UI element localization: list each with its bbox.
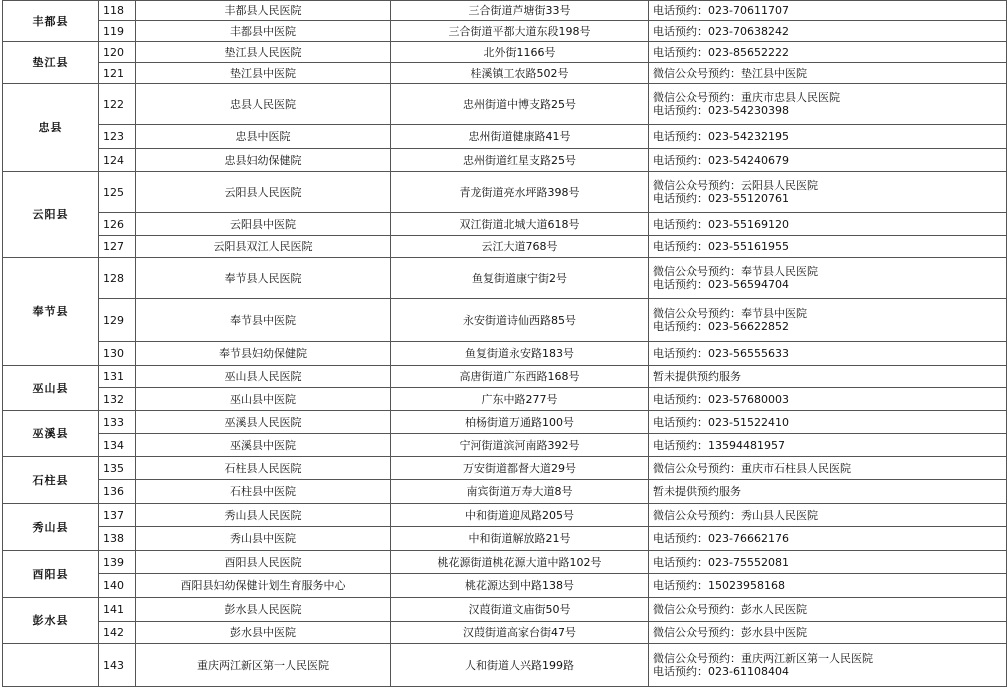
appointment-line: 电话预约：023-56622852 [653, 320, 789, 333]
address-cell: 三合街道平都大道东段198号 [391, 21, 649, 42]
address-cell: 宁河街道滨河南路392号 [391, 434, 649, 457]
row-number-cell: 124 [99, 149, 136, 172]
hospital-name-cell: 垫江县中医院 [136, 63, 391, 84]
row-number-cell: 138 [99, 527, 136, 551]
district-cell: 石柱县 [3, 457, 99, 504]
hospital-name-cell: 奉节县人民医院 [136, 258, 391, 299]
address-cell: 广东中路277号 [391, 388, 649, 411]
district-cell: 垫江县 [3, 42, 99, 84]
table-row [3, 21, 1007, 42]
hospital-name-cell: 巫山县人民医院 [136, 366, 391, 388]
hospital-name-cell: 忠县中医院 [136, 125, 391, 149]
appointment-line: 电话预约：13594481957 [653, 438, 785, 452]
hospital-name-cell: 丰都县中医院 [136, 21, 391, 42]
hospital-name-cell: 酉阳县妇幼保健计划生育服务中心 [136, 574, 391, 598]
address-cell: 汉葭街道文庙街50号 [391, 598, 649, 622]
hospital-table-body [3, 1, 1007, 687]
row-number-cell: 134 [99, 434, 136, 457]
table-row [3, 527, 1007, 551]
district-cell: 巫溪县 [3, 411, 99, 457]
table-row [3, 388, 1007, 411]
appointment-cell [649, 84, 1007, 125]
hospital-name-cell: 巫溪县中医院 [136, 434, 391, 457]
row-number-cell: 132 [99, 388, 136, 411]
address-cell: 永安街道诗仙西路85号 [391, 299, 649, 342]
appointment-cell [649, 527, 1007, 551]
hospital-name-cell: 酉阳县人民医院 [136, 551, 391, 574]
appointment-cell [649, 457, 1007, 480]
table-row [3, 63, 1007, 84]
hospital-name-cell: 秀山县人民医院 [136, 504, 391, 527]
appointment-line: 电话预约：023-54232195 [653, 130, 789, 143]
address-cell: 三合街道芦塘街33号 [391, 1, 649, 21]
district-cell: 忠县 [3, 84, 99, 172]
row-number-cell: 123 [99, 125, 136, 149]
row-number-cell: 139 [99, 551, 136, 574]
hospital-name-cell: 云阳县双江人民医院 [136, 236, 391, 258]
appointment-line: 暂未提供预约服务 [653, 370, 741, 383]
address-cell: 青龙街道亮水坪路398号 [391, 172, 649, 213]
row-number-cell: 143 [99, 644, 136, 687]
row-number-cell: 136 [99, 480, 136, 504]
address-cell: 双江街道北城大道618号 [391, 213, 649, 236]
table-row [3, 434, 1007, 457]
appointment-cell [649, 622, 1007, 644]
address-cell: 鱼复街道康宁街2号 [391, 258, 649, 299]
row-number-cell: 140 [99, 574, 136, 598]
appointment-cell [649, 411, 1007, 434]
hospital-name-cell: 石柱县中医院 [136, 480, 391, 504]
appointment-cell [649, 644, 1007, 687]
row-number-cell: 135 [99, 457, 136, 480]
table-row [3, 644, 1007, 687]
appointment-cell [649, 504, 1007, 527]
appointment-cell [649, 21, 1007, 42]
appointment-line: 电话预约：023-70638242 [653, 24, 789, 38]
table-row [3, 236, 1007, 258]
hospital-name-cell: 秀山县中医院 [136, 527, 391, 551]
appointment-line: 微信公众号预约：奉节县中医院 [653, 307, 807, 320]
address-cell: 云江大道768号 [391, 236, 649, 258]
appointment-line: 电话预约：023-85652222 [653, 45, 789, 59]
row-number-cell: 120 [99, 42, 136, 63]
address-cell: 桃花源达到中路138号 [391, 574, 649, 598]
hospital-name-cell: 巫山县中医院 [136, 388, 391, 411]
hospital-name-cell: 彭水县人民医院 [136, 598, 391, 622]
appointment-line: 电话预约：15023958168 [653, 579, 785, 592]
appointment-line: 微信公众号预约：彭水人民医院 [653, 603, 807, 616]
row-number-cell: 133 [99, 411, 136, 434]
appointment-cell [649, 388, 1007, 411]
row-number-cell: 119 [99, 21, 136, 42]
appointment-cell [649, 63, 1007, 84]
district-cell: 丰都县 [3, 1, 99, 42]
appointment-line: 微信公众号预约：垫江县中医院 [653, 66, 807, 80]
table-row [3, 258, 1007, 299]
appointment-line: 电话预约：023-76662176 [653, 532, 789, 545]
table-row [3, 213, 1007, 236]
address-cell: 柏杨街道万通路100号 [391, 411, 649, 434]
row-number-cell: 118 [99, 1, 136, 21]
appointment-line: 微信公众号预约：彭水县中医院 [653, 626, 807, 639]
appointment-line: 电话预约：023-55120761 [653, 192, 789, 205]
table-row [3, 480, 1007, 504]
hospital-table [2, 0, 1007, 687]
table-row [3, 149, 1007, 172]
row-number-cell: 137 [99, 504, 136, 527]
appointment-cell [649, 480, 1007, 504]
appointment-cell [649, 366, 1007, 388]
appointment-line: 微信公众号预约：重庆两江新区第一人民医院 [653, 652, 873, 665]
hospital-name-cell: 垫江县人民医院 [136, 42, 391, 63]
appointment-cell [649, 434, 1007, 457]
appointment-cell [649, 213, 1007, 236]
appointment-line: 微信公众号预约：重庆市石柱县人民医院 [653, 461, 851, 475]
address-cell: 桃花源街道桃花源大道中路102号 [391, 551, 649, 574]
hospital-name-cell: 彭水县中医院 [136, 622, 391, 644]
address-cell: 高唐街道广东西路168号 [391, 366, 649, 388]
row-number-cell: 125 [99, 172, 136, 213]
appointment-line: 暂未提供预约服务 [653, 485, 741, 498]
appointment-cell [649, 149, 1007, 172]
row-number-cell: 121 [99, 63, 136, 84]
district-cell: 巫山县 [3, 366, 99, 411]
address-cell: 鱼复街道永安路183号 [391, 342, 649, 366]
address-cell: 中和街道解放路21号 [391, 527, 649, 551]
hospital-name-cell: 奉节县中医院 [136, 299, 391, 342]
hospital-name-cell: 云阳县人民医院 [136, 172, 391, 213]
row-number-cell: 142 [99, 622, 136, 644]
table-row [3, 172, 1007, 213]
appointment-line: 电话预约：023-54240679 [653, 153, 789, 167]
hospital-name-cell: 忠县妇幼保健院 [136, 149, 391, 172]
address-cell: 桂溪镇工农路502号 [391, 63, 649, 84]
table-row [3, 125, 1007, 149]
hospital-name-cell: 丰都县人民医院 [136, 1, 391, 21]
table-row [3, 622, 1007, 644]
address-cell: 忠州街道中博支路25号 [391, 84, 649, 125]
hospital-name-cell: 重庆两江新区第一人民医院 [136, 644, 391, 687]
address-cell: 忠州街道红星支路25号 [391, 149, 649, 172]
row-number-cell: 122 [99, 84, 136, 125]
hospital-name-cell: 忠县人民医院 [136, 84, 391, 125]
district-cell: 彭水县 [3, 598, 99, 644]
hospital-name-cell: 巫溪县人民医院 [136, 411, 391, 434]
table-row [3, 457, 1007, 480]
district-cell: 奉节县 [3, 258, 99, 366]
hospital-name-cell: 奉节县妇幼保健院 [136, 342, 391, 366]
district-cell: 酉阳县 [3, 551, 99, 598]
table-row [3, 574, 1007, 598]
address-cell: 南宾街道万寿大道8号 [391, 480, 649, 504]
address-cell: 汉葭街道高家台街47号 [391, 622, 649, 644]
appointment-line: 电话预约：023-70611707 [653, 4, 789, 17]
appointment-cell [649, 1, 1007, 21]
row-number-cell: 129 [99, 299, 136, 342]
table-row [3, 299, 1007, 342]
district-cell: 云阳县 [3, 172, 99, 258]
appointment-cell [649, 258, 1007, 299]
appointment-cell [649, 172, 1007, 213]
appointment-line: 电话预约：023-56555633 [653, 347, 789, 360]
table-row [3, 1, 1007, 21]
appointment-cell [649, 42, 1007, 63]
appointment-line: 电话预约：023-55169120 [653, 217, 789, 231]
appointment-line: 微信公众号预约：秀山县人民医院 [653, 508, 818, 522]
table-row [3, 84, 1007, 125]
appointment-line: 微信公众号预约：云阳县人民医院 [653, 179, 818, 192]
appointment-line: 电话预约：023-75552081 [653, 555, 789, 569]
table-row [3, 366, 1007, 388]
appointment-line: 电话预约：023-51522410 [653, 415, 789, 429]
row-number-cell: 127 [99, 236, 136, 258]
appointment-cell [649, 236, 1007, 258]
appointment-cell [649, 551, 1007, 574]
table-row [3, 411, 1007, 434]
row-number-cell: 130 [99, 342, 136, 366]
row-number-cell: 131 [99, 366, 136, 388]
appointment-cell [649, 598, 1007, 622]
appointment-line: 电话预约：023-54230398 [653, 104, 789, 117]
table-row [3, 598, 1007, 622]
appointment-line: 电话预约：023-56594704 [653, 278, 789, 291]
hospital-name-cell: 石柱县人民医院 [136, 457, 391, 480]
appointment-line: 电话预约：023-61108404 [653, 665, 789, 678]
appointment-line: 微信公众号预约：奉节县人民医院 [653, 265, 818, 278]
table-row [3, 342, 1007, 366]
appointment-line: 电话预约：023-55161955 [653, 240, 789, 253]
appointment-cell [649, 574, 1007, 598]
address-cell: 中和街道迎凤路205号 [391, 504, 649, 527]
district-cell [3, 644, 99, 687]
appointment-cell [649, 125, 1007, 149]
address-cell: 万安街道都督大道29号 [391, 457, 649, 480]
appointment-cell [649, 299, 1007, 342]
table-row [3, 42, 1007, 63]
row-number-cell: 141 [99, 598, 136, 622]
appointment-line: 电话预约：023-57680003 [653, 392, 789, 406]
hospital-name-cell: 云阳县中医院 [136, 213, 391, 236]
table-row [3, 504, 1007, 527]
address-cell: 北外街1166号 [391, 42, 649, 63]
table-row [3, 551, 1007, 574]
appointment-cell [649, 342, 1007, 366]
row-number-cell: 126 [99, 213, 136, 236]
address-cell: 人和街道人兴路199路 [391, 644, 649, 687]
district-cell: 秀山县 [3, 504, 99, 551]
appointment-line: 微信公众号预约：重庆市忠县人民医院 [653, 91, 840, 104]
address-cell: 忠州街道健康路41号 [391, 125, 649, 149]
row-number-cell: 128 [99, 258, 136, 299]
